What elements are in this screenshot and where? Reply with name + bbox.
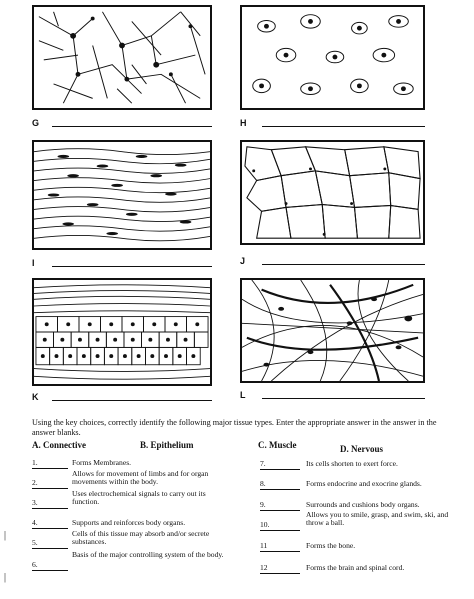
panel-g-answer-line[interactable] xyxy=(52,126,212,127)
answer-blank-4[interactable] xyxy=(32,528,68,529)
answer-blank-3[interactable] xyxy=(32,508,68,509)
panel-h-answer-line[interactable] xyxy=(262,126,425,127)
panel-g-letter: G xyxy=(32,118,40,128)
answer-blank-8[interactable] xyxy=(260,489,300,490)
answer-blank-5[interactable] xyxy=(32,548,68,549)
key-muscle: C. Muscle xyxy=(258,440,297,450)
question-number: 1. xyxy=(32,458,38,467)
answer-blank-1[interactable] xyxy=(32,468,68,469)
question-text: Uses electrochemical signals to carry out its function. xyxy=(72,489,206,507)
question-text: Allows for movement of limbs and for organ movements within the body. xyxy=(72,469,209,487)
panel-k-answer-line[interactable] xyxy=(52,400,212,401)
question-text: Allows you to smile, grasp, and swim, ski, and throw a ball. xyxy=(306,510,449,528)
question-text: Forms the bone. xyxy=(306,541,356,550)
key-nervous: D. Nervous xyxy=(340,444,383,454)
panel-h-letter: H xyxy=(240,118,247,128)
question-number: 5. xyxy=(32,538,38,547)
answer-blank-2[interactable] xyxy=(32,488,68,489)
panel-l-image xyxy=(240,278,425,383)
key-connective: A. Connective xyxy=(32,440,86,450)
question-text: Forms endocrine and exocrine glands. xyxy=(306,479,422,488)
question-number: 12 xyxy=(260,563,268,572)
question-number: 3. xyxy=(32,498,38,507)
question-text: Basis of the major controlling system of the body. xyxy=(72,550,224,559)
question-text: Its cells shorten to exert force. xyxy=(306,459,398,468)
question-text: Supports and reinforces body organs. xyxy=(72,518,186,527)
question-number: 6. xyxy=(32,560,38,569)
question-number: 8. xyxy=(260,479,266,488)
question-text: Forms Membranes. xyxy=(72,458,132,467)
margin-mark: | xyxy=(4,530,7,541)
answer-blank-9[interactable] xyxy=(260,510,300,511)
key-epithelium: B. Epithelium xyxy=(140,440,194,450)
panel-g-image xyxy=(32,5,212,110)
panel-h-image xyxy=(240,5,425,110)
panel-k-letter: K xyxy=(32,392,39,402)
question-number: 4. xyxy=(32,518,38,527)
margin-mark: | xyxy=(4,572,7,583)
panel-j-image xyxy=(240,140,425,245)
panel-j-letter: J xyxy=(240,256,246,266)
answer-blank-11[interactable] xyxy=(260,551,300,552)
answer-blank-12[interactable] xyxy=(260,573,300,574)
instructions-text: Using the key choices, correctly identify the following major tissue types. Enter the appropriate answer in the answer in the answer blanks. xyxy=(32,418,437,437)
question-number: 11 xyxy=(260,541,268,550)
question-text: Cells of this tissue may absorb and/or secrete substances. xyxy=(72,529,210,547)
question-text: Surrounds and cushions body organs. xyxy=(306,500,420,509)
question-number: 7. xyxy=(260,459,266,468)
answer-blank-7[interactable] xyxy=(260,469,300,470)
panel-i-image xyxy=(32,140,212,250)
question-number: 2. xyxy=(32,478,38,487)
answer-blank-10[interactable] xyxy=(260,530,300,531)
panel-k-image xyxy=(32,278,212,386)
panel-j-answer-line[interactable] xyxy=(262,264,425,265)
question-text: Forms the brain and spinal cord. xyxy=(306,563,405,572)
panel-i-answer-line[interactable] xyxy=(52,266,212,267)
answer-blank-6[interactable] xyxy=(32,570,68,571)
question-number: 9. xyxy=(260,500,266,509)
panel-l-letter: L xyxy=(240,390,246,400)
question-number: 10. xyxy=(260,520,270,529)
panel-l-answer-line[interactable] xyxy=(262,398,425,399)
panel-i-letter: I xyxy=(32,258,35,268)
